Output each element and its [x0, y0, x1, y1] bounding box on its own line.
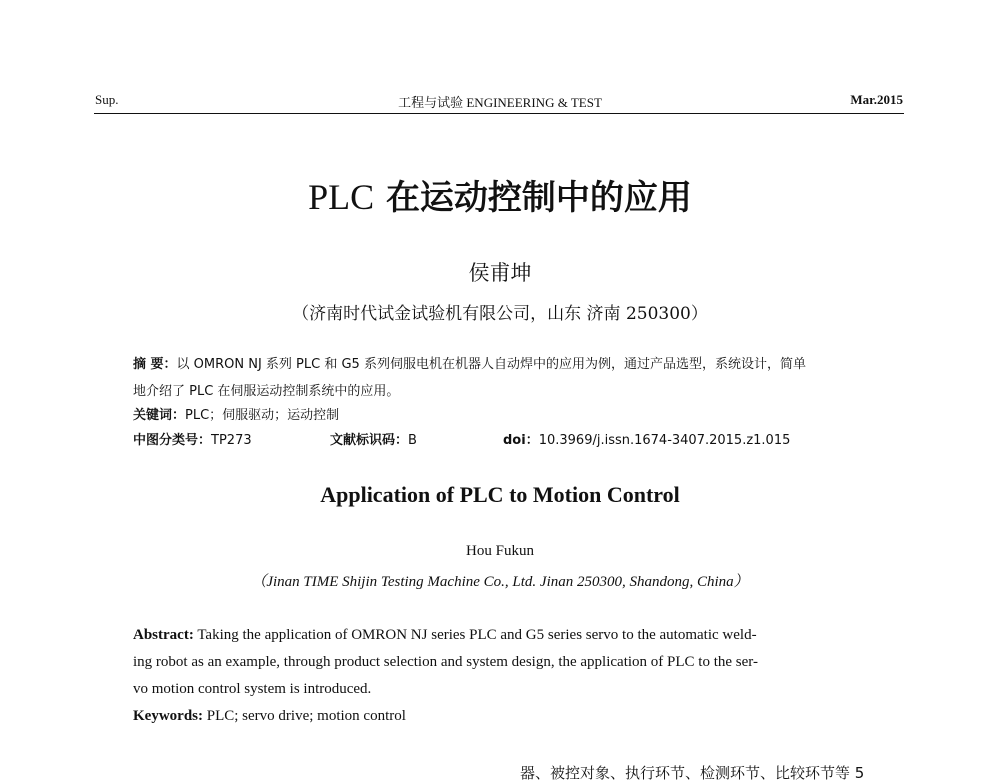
doi — [503, 429, 790, 448]
keywords-cn — [133, 404, 873, 423]
paper-title-en: Application of PLC to Motion Control — [320, 482, 680, 507]
affiliation-en: （Jinan TIME Shijin Testing Machine Co., Ltd. Jinan 250300, Shandong, China） — [251, 574, 749, 590]
document-code — [330, 429, 417, 448]
document-code-label: 文献标识码： — [330, 433, 409, 448]
paper-title-cn — [0, 170, 1000, 219]
author-cn: 侯甫坤 — [468, 261, 532, 285]
running-header-journal: 工程与试验 ENGINEERING & TEST — [398, 95, 602, 110]
keywords-en-text: PLC; servo drive; motion control — [206, 708, 406, 724]
affiliation-cn: （济南时代试金试验机有限公司，山东 济南 250300） — [292, 304, 708, 324]
running-header-left: Sup. — [95, 92, 119, 107]
clc-value: TP273 — [211, 433, 252, 448]
title-cn-latin: PLC — [308, 177, 375, 217]
abstract-cn-line1 — [133, 353, 873, 372]
keywords-cn-label: 关键词： — [133, 408, 186, 423]
abstract-en-line1 — [133, 627, 757, 644]
abstract-cn-line2: 地介绍了 PLC 在伺服运动控制系统中的应用。 — [133, 384, 400, 399]
abstract-cn-label: 摘 要： — [133, 357, 177, 372]
body-text-fragment: 器、被控对象、执行环节、检测环节、比较环节等 5 — [520, 764, 865, 782]
doi-value: 10.3969/j.issn.1674-3407.2015.z1.015 — [538, 433, 791, 448]
document-code-value: B — [408, 433, 417, 448]
abstract-en-line2: ing robot as an example, through product selection and system design, the application of PLC to the ser- — [133, 654, 758, 670]
clc-label: 中图分类号： — [133, 433, 212, 448]
abstract-en-line3: vo motion control system is introduced. — [133, 681, 372, 697]
abstract-cn-text1: 以 OMRON NJ 系列 PLC 和 G5 系列伺服电机在机器人自动焊中的应用为例，通过产品选型，系统设计，简单 — [176, 357, 806, 372]
title-cn-chinese: 在运动控制中的应用 — [385, 178, 692, 218]
keywords-en-label: Keywords: — [133, 708, 203, 724]
author-en: Hou Fukun — [466, 543, 534, 559]
keywords-cn-text: PLC；伺服驱动；运动控制 — [185, 408, 340, 423]
abstract-en-label: Abstract: — [133, 627, 194, 643]
clc-number — [133, 429, 252, 448]
header-rule — [94, 113, 904, 114]
doi-label: doi： — [503, 433, 539, 448]
running-header-date: Mar.2015 — [850, 92, 903, 107]
keywords-en — [133, 708, 406, 725]
abstract-en-text1: Taking the application of OMRON NJ series PLC and G5 series servo to the automatic weld- — [197, 627, 757, 643]
